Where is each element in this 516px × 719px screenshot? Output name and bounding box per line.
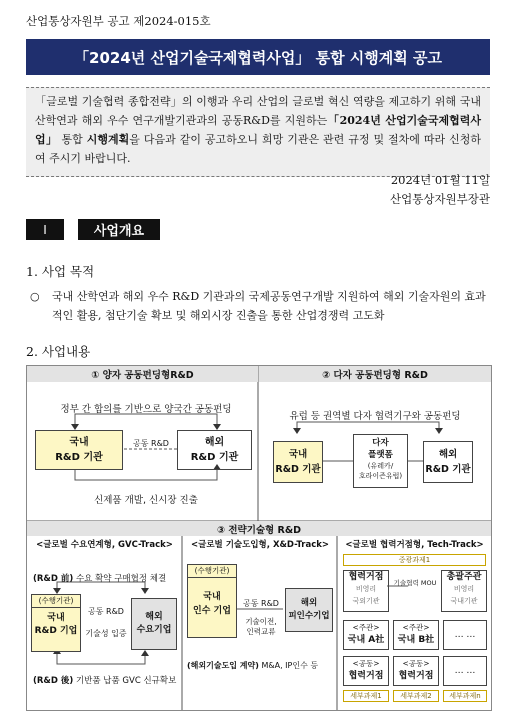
- date-block: [390, 171, 490, 209]
- tech-main-a-box: [343, 620, 389, 650]
- bullet-mark: ○: [30, 290, 40, 303]
- xd-domestic-box: [187, 564, 237, 638]
- box-line: 국내: [69, 437, 89, 448]
- gvc-bottom-rest: 기반품 납품 GVC 신규확보: [73, 676, 177, 686]
- tech-co-more-box: … …: [443, 656, 487, 686]
- panel-multilateral-header: ② 다자 공동펀딩형 R&D: [259, 366, 491, 382]
- xd-mid-2: 기술이전,: [245, 617, 277, 626]
- box-line: 피인수기업: [288, 611, 330, 621]
- announce-date: 2024년 01월 11일: [390, 173, 490, 187]
- gvc-mid-2: 기술성 입증: [85, 629, 127, 638]
- gvc-top-text: [33, 572, 166, 584]
- xd-header: <글로벌 기술도입형, X&D-Track>: [190, 540, 330, 550]
- tech-mou-label: 기술협력 MOU: [393, 579, 437, 587]
- box-tag: <공동>: [352, 659, 380, 668]
- tech-co-b-box: [393, 656, 439, 686]
- xd-bottom-bold: (해외기술도입 계약): [187, 661, 259, 670]
- tech-subtask-2: 세부과제2: [393, 690, 439, 702]
- box-line: 총괄주관: [446, 572, 482, 582]
- bilateral-mid-label: 공동 R&D: [133, 439, 169, 448]
- gvc-bottom-bold: (R&D 後): [33, 676, 74, 686]
- panel-strategic-header: ③ 전략기술형 R&D: [27, 521, 491, 536]
- tech-task-label: 중광과제1: [343, 554, 486, 566]
- box-line: 협력거점: [348, 671, 384, 681]
- box-line: 국외기관: [352, 597, 380, 605]
- heading-content: 2. 사업내용: [26, 344, 91, 359]
- intro-paragraph: [26, 87, 490, 177]
- box-line: R&D 기관: [190, 452, 239, 463]
- tech-main-more-box: … …: [443, 620, 487, 650]
- gvc-header: <글로벌 수요연계형, GVC-Track>: [36, 540, 173, 550]
- panel-bilateral-header: ① 양자 공동펀딩형R&D: [27, 366, 258, 382]
- box-line: 인수 기업: [193, 606, 231, 616]
- issuer: 산업통상자원부장관: [390, 192, 490, 206]
- box-line: 국내: [47, 613, 65, 623]
- box-line: R&D 기관: [425, 464, 471, 475]
- section-number: Ⅰ: [26, 219, 64, 240]
- box-tag: (수행기관): [188, 565, 236, 578]
- box-line: 호라이즌유럽): [358, 472, 403, 480]
- gvc-top-rest: 수요 확약 구매협정 체결: [73, 574, 167, 584]
- tech-header: <글로벌 협력거점형, Tech-Track>: [345, 540, 484, 550]
- box-line: 해외: [204, 437, 225, 448]
- box-line: 국내 A社: [347, 635, 385, 645]
- heading-purpose: 1. 사업 목적: [26, 264, 95, 279]
- multilateral-domestic-box: [273, 441, 323, 483]
- intro-text-1: 「글로벌 기술협력 종합전략」의 이행과 우리 산업의 글로벌 혁신 역량을 제고하기 위해 국내 산학연과 해외 우수 연구개발기관과의 공동R&D를 지원하는: [35, 95, 481, 127]
- box-line: 해외: [438, 449, 458, 460]
- multilateral-foreign-box: [423, 441, 473, 483]
- xd-bottom-text: [187, 660, 318, 671]
- box-line: 협력거점: [348, 572, 384, 582]
- tech-hub-box: [343, 570, 389, 612]
- box-line: (유레카/: [367, 462, 394, 470]
- box-line: 국내: [288, 449, 308, 460]
- box-line: 다자: [372, 438, 389, 448]
- xd-foreign-box: [285, 588, 333, 632]
- bilateral-foreign-box: [177, 430, 252, 470]
- box-line: 국내 B社: [397, 635, 435, 645]
- notice-number: 산업통상자원부 공고 제2024-015호: [26, 14, 211, 28]
- gvc-domestic-box: [31, 594, 81, 652]
- purpose-bullet: [30, 287, 490, 325]
- box-line: 해외: [300, 598, 318, 608]
- box-line: 협력거점: [398, 671, 434, 681]
- box-line: 수요기업: [136, 625, 172, 635]
- box-line: 국내기관: [450, 597, 478, 605]
- box-line: 비영리: [453, 585, 475, 593]
- tech-subtask-n: 세부과제n: [443, 690, 487, 702]
- intro-bold-program: 「2024년 산업기술국제협력사업」: [35, 114, 481, 146]
- box-tag: (수행기관): [32, 595, 80, 608]
- box-line: R&D 기업: [34, 626, 78, 636]
- intro-text-mid: 통합: [57, 133, 87, 146]
- box-line: 비영리: [355, 585, 377, 593]
- document-title: 「2024년 산업기술국제협력사업」 통합 시행계획 공고: [26, 39, 490, 75]
- box-line: 플랫폼: [368, 450, 393, 460]
- section-title: 사업개요: [78, 219, 160, 240]
- bilateral-domestic-box: [35, 430, 123, 470]
- purpose-text: 국내 산학연과 해외 우수 R&D 기관과의 국제공동연구개발 지원하여 해외 기술자원의 효과적인 활용, 첨단기술 확보 및 해외시장 진출을 통한 산업경쟁력 고도화: [52, 290, 486, 322]
- gvc-mid-1: 공동 R&D: [88, 607, 124, 616]
- box-tag: <주관>: [402, 623, 430, 632]
- program-diagram: [26, 365, 492, 711]
- box-line: 국내: [203, 592, 221, 602]
- xd-bottom-rest: M&A, IP인수 등: [258, 661, 319, 670]
- tech-subtask-1: 세부과제1: [343, 690, 389, 702]
- tech-co-a-box: [343, 656, 389, 686]
- box-tag: <공동>: [402, 659, 430, 668]
- intro-text-2: 을 다음과 같이 공고하오니 희망 기관은 관련 규정 및 절차에 따라 신청하여 주시기 바랍니다.: [35, 133, 481, 165]
- tech-main-b-box: [393, 620, 439, 650]
- bilateral-bottom-text: 신제품 개발, 신시장 진출: [94, 495, 198, 506]
- box-line: R&D 기관: [275, 464, 321, 475]
- intro-bold-plan: 시행계획: [86, 133, 130, 146]
- gvc-bottom-text: [33, 674, 176, 686]
- xd-mid-3: 인력교류: [246, 627, 276, 636]
- multilateral-platform-box: [353, 434, 408, 488]
- bilateral-top-text: 정부 간 합의를 기반으로 양국간 공동펀딩: [60, 404, 232, 415]
- gvc-top-bold: (R&D 前): [33, 574, 74, 584]
- multilateral-top-text: 유럽 등 권역별 다자 협력기구와 공동펀딩: [289, 411, 461, 422]
- box-line: 해외: [145, 612, 163, 622]
- box-line: R&D 기관: [55, 452, 103, 463]
- xd-mid-1: 공동 R&D: [243, 599, 279, 608]
- tech-lead-box: [441, 570, 487, 612]
- gvc-foreign-box: [131, 598, 177, 650]
- box-tag: <주관>: [352, 623, 380, 632]
